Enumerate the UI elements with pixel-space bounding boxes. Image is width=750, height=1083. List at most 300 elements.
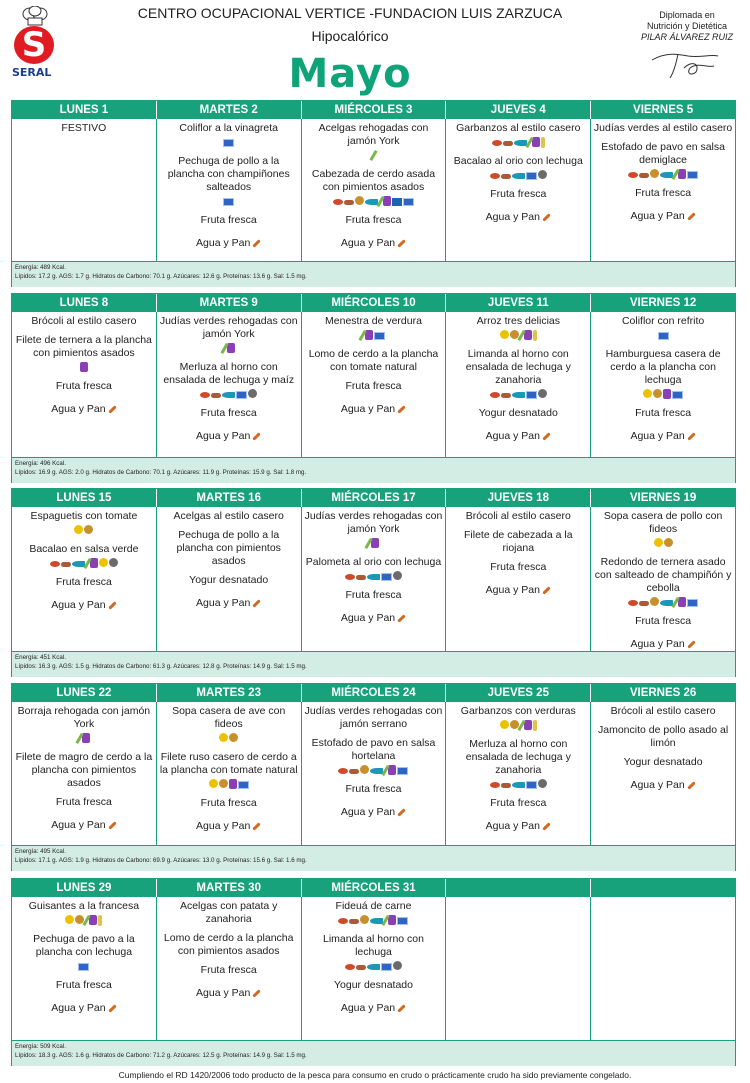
soy-allergen-icon bbox=[388, 915, 396, 925]
week-block bbox=[11, 293, 736, 483]
shrimp-allergen-icon bbox=[628, 172, 638, 178]
water-and-bread bbox=[593, 638, 733, 651]
fruit-dessert: Fruta fresca bbox=[345, 380, 402, 392]
soy-allergen-icon bbox=[89, 915, 97, 925]
week-header bbox=[12, 489, 735, 507]
energy-value: Energía: 489 Kcal. bbox=[15, 264, 66, 271]
bread-icon bbox=[687, 781, 695, 789]
week-days bbox=[12, 702, 735, 845]
allergen-icons bbox=[593, 169, 733, 181]
day-menu bbox=[591, 312, 735, 457]
day-header: LUNES 1 bbox=[12, 101, 157, 119]
day-header: MARTES 2 bbox=[157, 101, 302, 119]
dish: Brócoli al estilo casero bbox=[31, 315, 137, 327]
egg-allergen-icon bbox=[99, 558, 108, 567]
allergen-icons bbox=[593, 597, 733, 609]
shell-allergen-icon bbox=[538, 779, 547, 788]
can-allergen-icon bbox=[687, 599, 698, 607]
day-header bbox=[591, 879, 735, 897]
fruit-dessert: Fruta fresca bbox=[55, 796, 112, 808]
fruit-dessert: Fruta fresca bbox=[200, 797, 257, 809]
fruit-dessert: Fruta fresca bbox=[635, 187, 692, 199]
diploma-line-1: Diplomada en bbox=[659, 10, 715, 20]
allergen-icons bbox=[304, 538, 444, 550]
water-and-bread bbox=[304, 612, 444, 625]
water-and-bread bbox=[159, 237, 299, 250]
can-allergen-icon bbox=[374, 332, 385, 340]
bread-icon bbox=[542, 822, 550, 830]
dish: Merluza al horno con ensalada de lechuga y maíz bbox=[163, 361, 295, 386]
day-menu bbox=[591, 507, 735, 651]
macros-values: Lípidos: 16.3 g. AGS: 1.5 g. Hidratos de Carbono: 61.3 g. Azúcares: 12.8 g. Proteínas: 14.9 g. Sal: 1.5 mg. bbox=[15, 663, 307, 670]
can-allergen-icon bbox=[223, 198, 234, 206]
bread-icon bbox=[687, 432, 695, 440]
dish: Pechuga de pollo a la plancha con pimientos asados bbox=[176, 529, 281, 567]
dish: Bacalao al orio con lechuga bbox=[453, 155, 583, 167]
can-allergen-icon bbox=[403, 198, 414, 206]
bread-icon bbox=[108, 601, 116, 609]
water-and-bread bbox=[448, 430, 588, 443]
allergen-icons bbox=[159, 779, 299, 791]
dietitian-name: PILAR ÁLVAREZ RUIZ bbox=[640, 32, 734, 42]
can-allergen-icon bbox=[238, 781, 249, 789]
grain-allergen-icon bbox=[533, 330, 537, 341]
day-header: MARTES 30 bbox=[157, 879, 302, 897]
fruit-dessert: Fruta fresca bbox=[345, 589, 402, 601]
dish: Cabezada de cerdo asada con pimientos asados bbox=[311, 168, 436, 193]
fruit-dessert: Fruta fresca bbox=[55, 380, 112, 392]
nutrition-summary bbox=[12, 1040, 735, 1066]
macros-values: Lípidos: 16.9 g. AGS: 2.0 g. Hidratos de Carbono: 70.1 g. Azúcares: 11.9 g. Proteínas: 15.9 g. Sal: 1.8 mg. bbox=[15, 469, 307, 476]
tuber-allergen-icon bbox=[653, 389, 662, 398]
day-header: VIERNES 19 bbox=[629, 492, 697, 504]
day-header: LUNES 29 bbox=[12, 879, 157, 897]
day-menu bbox=[12, 119, 157, 261]
water-and-bread bbox=[14, 819, 154, 832]
egg-allergen-icon bbox=[643, 389, 652, 398]
sesame-allergen-icon bbox=[356, 575, 366, 580]
dish: Garbanzos al estilo casero bbox=[456, 122, 581, 134]
chef-hat-icon bbox=[22, 6, 48, 26]
day-menu bbox=[12, 507, 157, 651]
soy-allergen-icon bbox=[663, 389, 671, 399]
bread-icon bbox=[108, 821, 116, 829]
bread-icon bbox=[397, 239, 405, 247]
dish: Arroz tres delicias bbox=[476, 315, 561, 327]
macros-values: Lípidos: 17.2 g. AGS: 1.7 g. Hidratos de Carbono: 70.1 g. Azúcares: 12.6 g. Proteínas: 13.6 g. Sal: 1.5 mg. bbox=[15, 273, 307, 280]
day-header: VIERNES 12 bbox=[629, 297, 697, 309]
dish: Garbanzos con verduras bbox=[460, 705, 576, 717]
dish: Hamburguesa casera de cerdo a la plancha con lechuga bbox=[605, 348, 721, 386]
energy-value: Energía: 451 Kcal. bbox=[15, 654, 66, 661]
allergen-icons bbox=[14, 558, 154, 570]
dish: Acelgas al estilo casero bbox=[173, 510, 284, 522]
water-and-bread-label: Agua y Pan bbox=[485, 820, 540, 832]
water-and-bread bbox=[304, 806, 444, 819]
fish-allergen-icon bbox=[367, 964, 380, 970]
shrimp-allergen-icon bbox=[50, 561, 60, 567]
day-header: VIERNES 26 bbox=[629, 687, 697, 699]
fruit-dessert: Fruta fresca bbox=[345, 783, 402, 795]
tuber-allergen-icon bbox=[360, 915, 369, 924]
water-and-bread-label: Agua y Pan bbox=[196, 430, 251, 442]
day-menu bbox=[12, 897, 157, 1040]
day-menu bbox=[446, 897, 591, 1040]
dish: Redondo de ternera asado con salteado de champiñón y cebolla bbox=[594, 556, 732, 594]
dish: Menestra de verdura bbox=[325, 315, 422, 327]
allergen-icons bbox=[159, 389, 299, 401]
allergen-icons bbox=[304, 571, 444, 583]
fruit-dessert: Fruta fresca bbox=[55, 576, 112, 588]
water-and-bread-label: Agua y Pan bbox=[630, 430, 685, 442]
can-allergen-icon bbox=[397, 767, 408, 775]
egg-allergen-icon bbox=[654, 538, 663, 547]
day-menu bbox=[446, 507, 591, 651]
shrimp-allergen-icon bbox=[338, 768, 348, 774]
celery-allergen-icon bbox=[369, 150, 377, 161]
water-and-bread bbox=[159, 987, 299, 1000]
day-menu bbox=[591, 119, 735, 261]
bread-icon bbox=[253, 432, 261, 440]
water-and-bread-label: Agua y Pan bbox=[51, 819, 106, 831]
egg-allergen-icon bbox=[500, 330, 509, 339]
allergen-icons bbox=[159, 137, 299, 149]
can-allergen-icon bbox=[526, 172, 537, 180]
water-and-bread-label: Agua y Pan bbox=[196, 987, 251, 999]
water-and-bread-label: Agua y Pan bbox=[485, 211, 540, 223]
dish: Estofado de pavo en salsa hortelana bbox=[311, 737, 436, 762]
allergen-icons bbox=[304, 196, 444, 208]
allergen-icons bbox=[448, 137, 588, 149]
day-header: LUNES 15 bbox=[12, 489, 157, 507]
water-and-bread-label: Agua y Pan bbox=[196, 237, 251, 249]
day-header: MIÉRCOLES 10 bbox=[302, 294, 447, 312]
energy-value: Energía: 496 Kcal. bbox=[15, 460, 66, 467]
water-and-bread bbox=[304, 1002, 444, 1015]
day-menu bbox=[302, 507, 447, 651]
water-and-bread bbox=[304, 237, 444, 250]
water-and-bread bbox=[593, 779, 733, 792]
shrimp-allergen-icon bbox=[200, 392, 210, 398]
week-block bbox=[11, 683, 736, 871]
water-and-bread-label: Agua y Pan bbox=[630, 210, 685, 222]
bread-icon bbox=[397, 405, 405, 413]
soy-allergen-icon bbox=[80, 362, 88, 372]
day-menu bbox=[591, 702, 735, 845]
shrimp-allergen-icon bbox=[490, 392, 500, 398]
sesame-allergen-icon bbox=[211, 393, 221, 398]
bread-icon bbox=[253, 239, 261, 247]
day-menu bbox=[157, 507, 302, 651]
shell-allergen-icon bbox=[538, 389, 547, 398]
dish: Yogur desnatado bbox=[189, 574, 269, 586]
bread-icon bbox=[397, 808, 405, 816]
day-menu bbox=[446, 702, 591, 845]
dish: Pechuga de pavo a la plancha con lechuga bbox=[33, 933, 135, 958]
dish: Estofado de pavo en salsa demiglace bbox=[601, 141, 725, 166]
allergen-icons bbox=[304, 150, 444, 162]
can-allergen-icon bbox=[526, 781, 537, 789]
dish: Jamoncito de pollo asado al limón bbox=[598, 724, 729, 749]
day-header: MIÉRCOLES 3 bbox=[302, 101, 447, 119]
shrimp-allergen-icon bbox=[338, 918, 348, 924]
water-and-bread bbox=[14, 1002, 154, 1015]
can-allergen-icon bbox=[658, 332, 669, 340]
week-header bbox=[12, 294, 735, 312]
fruit-dessert: Fruta fresca bbox=[490, 561, 547, 573]
bread-icon bbox=[687, 640, 695, 648]
tuber-allergen-icon bbox=[664, 538, 673, 547]
dish: Yogur desnatado bbox=[623, 756, 703, 768]
week-header bbox=[12, 101, 735, 119]
water-and-bread bbox=[448, 584, 588, 597]
week-block bbox=[11, 878, 736, 1066]
week-block bbox=[11, 488, 736, 677]
sesame-allergen-icon bbox=[344, 200, 354, 205]
egg-allergen-icon bbox=[65, 915, 74, 924]
shell-allergen-icon bbox=[393, 571, 402, 580]
day-header: VIERNES 5 bbox=[633, 104, 694, 116]
grain-allergen-icon bbox=[533, 720, 537, 731]
tuber-allergen-icon bbox=[84, 525, 93, 534]
water-and-bread-label: Agua y Pan bbox=[485, 584, 540, 596]
dish: Sopa casera de pollo con fideos bbox=[603, 510, 723, 535]
water-and-bread-label: Agua y Pan bbox=[51, 403, 106, 415]
water-and-bread bbox=[159, 430, 299, 443]
egg-allergen-icon bbox=[74, 525, 83, 534]
day-menu bbox=[12, 312, 157, 457]
day-header: MARTES 16 bbox=[157, 489, 302, 507]
day-menu bbox=[157, 897, 302, 1040]
dish: Lomo de cerdo a la plancha con tomate natural bbox=[308, 348, 439, 373]
allergen-icons bbox=[304, 330, 444, 342]
day-menu bbox=[12, 702, 157, 845]
can-allergen-icon bbox=[381, 963, 392, 971]
grain-allergen-icon bbox=[98, 915, 102, 926]
allergen-icons bbox=[159, 196, 299, 208]
allergen-icons bbox=[14, 961, 154, 973]
bread-icon bbox=[253, 599, 261, 607]
seral-s-emblem: S bbox=[14, 26, 54, 64]
week-days bbox=[12, 312, 735, 457]
water-and-bread-label: Agua y Pan bbox=[630, 779, 685, 791]
allergen-icons bbox=[304, 961, 444, 973]
fruit-dessert: Fruta fresca bbox=[490, 797, 547, 809]
dish: Brócoli al estilo casero bbox=[610, 705, 716, 717]
bread-icon bbox=[542, 432, 550, 440]
allergen-icons bbox=[593, 330, 733, 342]
signature-icon bbox=[648, 46, 722, 82]
fish-allergen-icon bbox=[512, 173, 525, 179]
month-title: Mayo bbox=[288, 51, 412, 97]
fruit-dessert: Fruta fresca bbox=[55, 979, 112, 991]
shrimp-allergen-icon bbox=[628, 600, 638, 606]
allergen-icons bbox=[448, 779, 588, 791]
day-header: MARTES 9 bbox=[157, 294, 302, 312]
water-and-bread-label: Agua y Pan bbox=[340, 806, 396, 818]
bread-icon bbox=[542, 586, 550, 594]
fruit-dessert: Fruta fresca bbox=[635, 615, 692, 627]
dish: Coliflor con refrito bbox=[621, 315, 705, 327]
dish: Acelgas rehogadas con jamón York bbox=[318, 122, 429, 147]
dish: Fideuá de carne bbox=[335, 900, 412, 912]
day-menu bbox=[302, 119, 447, 261]
week-days bbox=[12, 119, 735, 261]
dish: Filete ruso casero de cerdo a la plancha con tomate natural bbox=[159, 751, 298, 776]
dish: Pechuga de pollo a la plancha con champiñones salteados bbox=[167, 155, 290, 193]
dietitian-credit bbox=[632, 10, 742, 43]
dish: Filete de magro de cerdo a la plancha con pimientos asados bbox=[15, 751, 153, 789]
sesame-allergen-icon bbox=[349, 919, 359, 924]
bread-icon bbox=[687, 212, 695, 220]
day-menu bbox=[446, 312, 591, 457]
sesame-allergen-icon bbox=[61, 562, 71, 567]
sesame-allergen-icon bbox=[501, 393, 511, 398]
day-header bbox=[446, 879, 591, 897]
dish: Judías verdes al estilo casero bbox=[593, 122, 733, 134]
dish: Judías verdes rehogadas con jamón York bbox=[304, 510, 443, 535]
allergen-icons bbox=[448, 389, 588, 401]
tuber-allergen-icon bbox=[650, 597, 659, 606]
fruit-dessert: Fruta fresca bbox=[490, 188, 547, 200]
can-allergen-icon bbox=[223, 139, 234, 147]
bread-icon bbox=[108, 1004, 116, 1012]
allergen-icons bbox=[14, 525, 154, 537]
water-and-bread bbox=[14, 403, 154, 416]
shrimp-allergen-icon bbox=[345, 964, 355, 970]
day-menu bbox=[157, 119, 302, 261]
day-menu bbox=[591, 897, 735, 1040]
dish: Yogur desnatado bbox=[478, 407, 558, 419]
dish: Merluza al horno con ensalada de lechuga y zanahoria bbox=[465, 738, 571, 776]
bread-icon bbox=[108, 405, 116, 413]
can-allergen-icon bbox=[397, 917, 408, 925]
day-header: MARTES 23 bbox=[157, 684, 302, 702]
water-and-bread bbox=[593, 430, 733, 443]
allergen-icons bbox=[448, 330, 588, 342]
dish: Borraja rehogada con jamón York bbox=[17, 705, 151, 730]
tuber-allergen-icon bbox=[650, 169, 659, 178]
day-header: MIÉRCOLES 31 bbox=[302, 879, 447, 897]
day-menu bbox=[302, 897, 447, 1040]
day-menu bbox=[446, 119, 591, 261]
day-header: JUEVES 18 bbox=[446, 489, 591, 507]
seral-logo bbox=[10, 6, 60, 80]
water-and-bread-label: Agua y Pan bbox=[51, 1002, 106, 1014]
shell-allergen-icon bbox=[248, 389, 257, 398]
allergen-icons bbox=[448, 720, 588, 732]
dish: FESTIVO bbox=[61, 122, 107, 134]
day-header: JUEVES 11 bbox=[446, 294, 591, 312]
shrimp-allergen-icon bbox=[490, 782, 500, 788]
allergen-icons bbox=[14, 362, 154, 374]
allergen-icons bbox=[14, 733, 154, 745]
tuber-allergen-icon bbox=[360, 765, 369, 774]
macros-values: Lípidos: 17.1 g. AGS: 1.9 g. Hidratos de Carbono: 69.9 g. Azúcares: 13.0 g. Proteínas: 15.6 g. Sal: 1.6 mg. bbox=[15, 857, 307, 864]
fruit-dessert: Fruta fresca bbox=[200, 964, 257, 976]
fish-allergen-icon bbox=[512, 782, 525, 788]
day-header: MIÉRCOLES 24 bbox=[302, 684, 447, 702]
diploma-line-2: Nutrición y Dietética bbox=[646, 21, 728, 31]
energy-value: Energía: 495 Kcal. bbox=[15, 848, 66, 855]
dish: Brócoli al estilo casero bbox=[465, 510, 571, 522]
dish: Espaguetis con tomate bbox=[30, 510, 138, 522]
shrimp-allergen-icon bbox=[490, 173, 500, 179]
brand-name: SERAL bbox=[12, 66, 52, 79]
shell-allergen-icon bbox=[393, 961, 402, 970]
day-header: JUEVES 25 bbox=[446, 684, 591, 702]
fish-allergen-icon bbox=[367, 574, 380, 580]
dish: Acelgas con patata y zanahoria bbox=[179, 900, 278, 925]
water-and-bread-label: Agua y Pan bbox=[630, 638, 685, 650]
dish: Limanda al horno con ensalada de lechuga y zanahoria bbox=[465, 348, 571, 386]
bread-icon bbox=[253, 989, 261, 997]
dish: Bacalao en salsa verde bbox=[29, 543, 139, 555]
allergen-icons bbox=[159, 733, 299, 745]
water-and-bread-label: Agua y Pan bbox=[196, 820, 251, 832]
soy-allergen-icon bbox=[371, 538, 379, 548]
diet-type: Hipocalórico bbox=[311, 28, 389, 44]
nutrition-summary bbox=[12, 261, 735, 287]
nutrition-summary bbox=[12, 457, 735, 483]
dish: Judías verdes rehogadas con jamón serrano bbox=[304, 705, 443, 730]
can-allergen-icon bbox=[236, 391, 247, 399]
allergen-icons bbox=[448, 170, 588, 182]
water-and-bread-label: Agua y Pan bbox=[340, 403, 396, 415]
allergen-icons bbox=[304, 765, 444, 777]
dish: Limanda al horno con lechuga bbox=[322, 933, 424, 958]
water-and-bread bbox=[448, 211, 588, 224]
allergen-icons bbox=[304, 915, 444, 927]
tuber-allergen-icon bbox=[355, 196, 364, 205]
dish: Lomo de cerdo a la plancha con pimientos asados bbox=[163, 932, 294, 957]
dish: Coliflor a la vinagreta bbox=[179, 122, 279, 134]
day-header: LUNES 8 bbox=[12, 294, 157, 312]
milk-allergen-icon bbox=[392, 198, 402, 206]
fruit-dessert: Fruta fresca bbox=[635, 407, 692, 419]
fish-allergen-icon bbox=[222, 392, 235, 398]
sesame-allergen-icon bbox=[349, 769, 359, 774]
day-menu bbox=[302, 702, 447, 845]
can-allergen-icon bbox=[672, 391, 683, 399]
water-and-bread bbox=[448, 820, 588, 833]
water-and-bread bbox=[159, 597, 299, 610]
water-and-bread-label: Agua y Pan bbox=[196, 597, 251, 609]
shell-allergen-icon bbox=[109, 558, 118, 567]
macros-values: Lípidos: 18.3 g. AGS: 1.6 g. Hidratos de Carbono: 71.2 g. Azúcares: 12.5 g. Proteínas: 14.9 g. Sal: 1.5 mg. bbox=[15, 1052, 307, 1059]
allergen-icons bbox=[593, 538, 733, 550]
nutrition-summary bbox=[12, 845, 735, 871]
sesame-allergen-icon bbox=[501, 783, 511, 788]
shell-allergen-icon bbox=[538, 170, 547, 179]
water-and-bread bbox=[14, 599, 154, 612]
can-allergen-icon bbox=[526, 391, 537, 399]
week-days bbox=[12, 507, 735, 651]
tuber-allergen-icon bbox=[229, 733, 238, 742]
footer-note: Cumpliendo el RD 1420/2006 todo producto de la pesca para consumo en crudo o prácticamente crudo ha sido previamente congelado. bbox=[118, 1070, 632, 1080]
allergen-icons bbox=[159, 343, 299, 355]
bread-icon bbox=[542, 213, 550, 221]
center-title: CENTRO OCUPACIONAL VERTICE -FUNDACION LUIS ZARZUCA bbox=[137, 5, 563, 21]
bread-icon bbox=[397, 1004, 405, 1012]
egg-allergen-icon bbox=[209, 779, 218, 788]
egg-allergen-icon bbox=[500, 720, 509, 729]
dish: Filete de cabezada a la riojana bbox=[464, 529, 573, 554]
energy-value: Energía: 509 Kcal. bbox=[15, 1043, 66, 1050]
dish: Yogur desnatado bbox=[333, 979, 413, 991]
dish: Palometa al orio con lechuga bbox=[305, 556, 442, 568]
sesame-allergen-icon bbox=[356, 965, 366, 970]
